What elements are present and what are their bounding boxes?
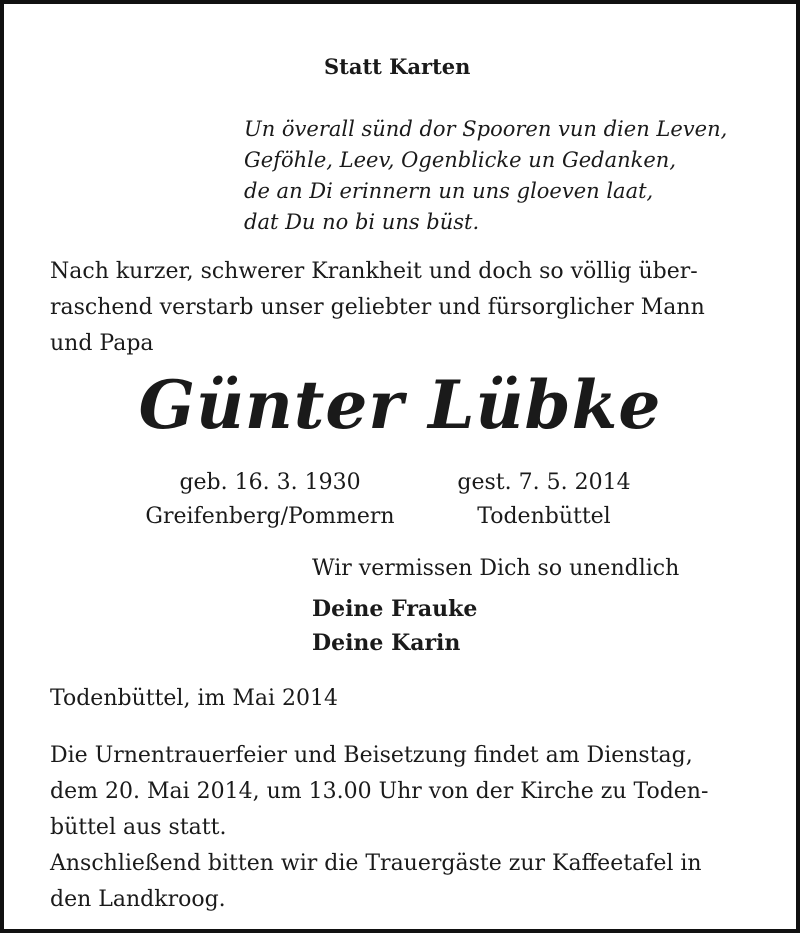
birth-date: geb. 16. 3. 1930 <box>179 470 361 495</box>
funeral-line: den Landkroog. <box>50 887 226 912</box>
funeral-line: Anschließend bitten wir die Trauergäste zur Kaffeetafel in <box>50 851 702 876</box>
poem-line: Un överall sünd dor Spooren vun dien Leven, <box>244 117 728 141</box>
funeral-line: dem 20. Mai 2014, um 13.00 Uhr von der Kirche zu Toden- <box>50 779 709 804</box>
funeral-line: büttel aus statt. <box>50 815 227 840</box>
birth-place: Greifenberg/Pommern <box>145 504 395 529</box>
mourner-name: Deine Frauke <box>312 596 478 622</box>
mourner-name: Deine Karin <box>312 630 461 656</box>
poem-line: dat Du no bi uns büst. <box>244 210 480 234</box>
intro-line: raschend verstarb unser geliebter und fürsorglicher Mann <box>50 295 705 320</box>
intro-line: und Papa <box>50 331 154 356</box>
birth-info <box>130 466 410 534</box>
poem-line: de an Di erinnern un uns gloeven laat, <box>244 179 654 203</box>
intro-text <box>50 254 705 362</box>
mourner-message: Wir vermissen Dich so unendlich <box>312 556 680 581</box>
death-info <box>444 466 644 534</box>
poem <box>244 114 727 238</box>
notice-header: Statt Karten <box>324 54 471 79</box>
deceased-name: Günter Lübke <box>138 366 662 444</box>
intro-line: Nach kurzer, schwerer Krankheit und doch so völlig über- <box>50 259 698 284</box>
poem-line: Geföhle, Leev, Ogenblicke un Gedanken, <box>244 148 677 172</box>
funeral-line: Die Urnentrauerfeier und Beisetzung findet am Dienstag, <box>50 743 693 768</box>
funeral-info <box>50 738 708 918</box>
place-date: Todenbüttel, im Mai 2014 <box>50 686 339 711</box>
death-place: Todenbüttel <box>477 504 611 529</box>
death-date: gest. 7. 5. 2014 <box>457 470 631 495</box>
